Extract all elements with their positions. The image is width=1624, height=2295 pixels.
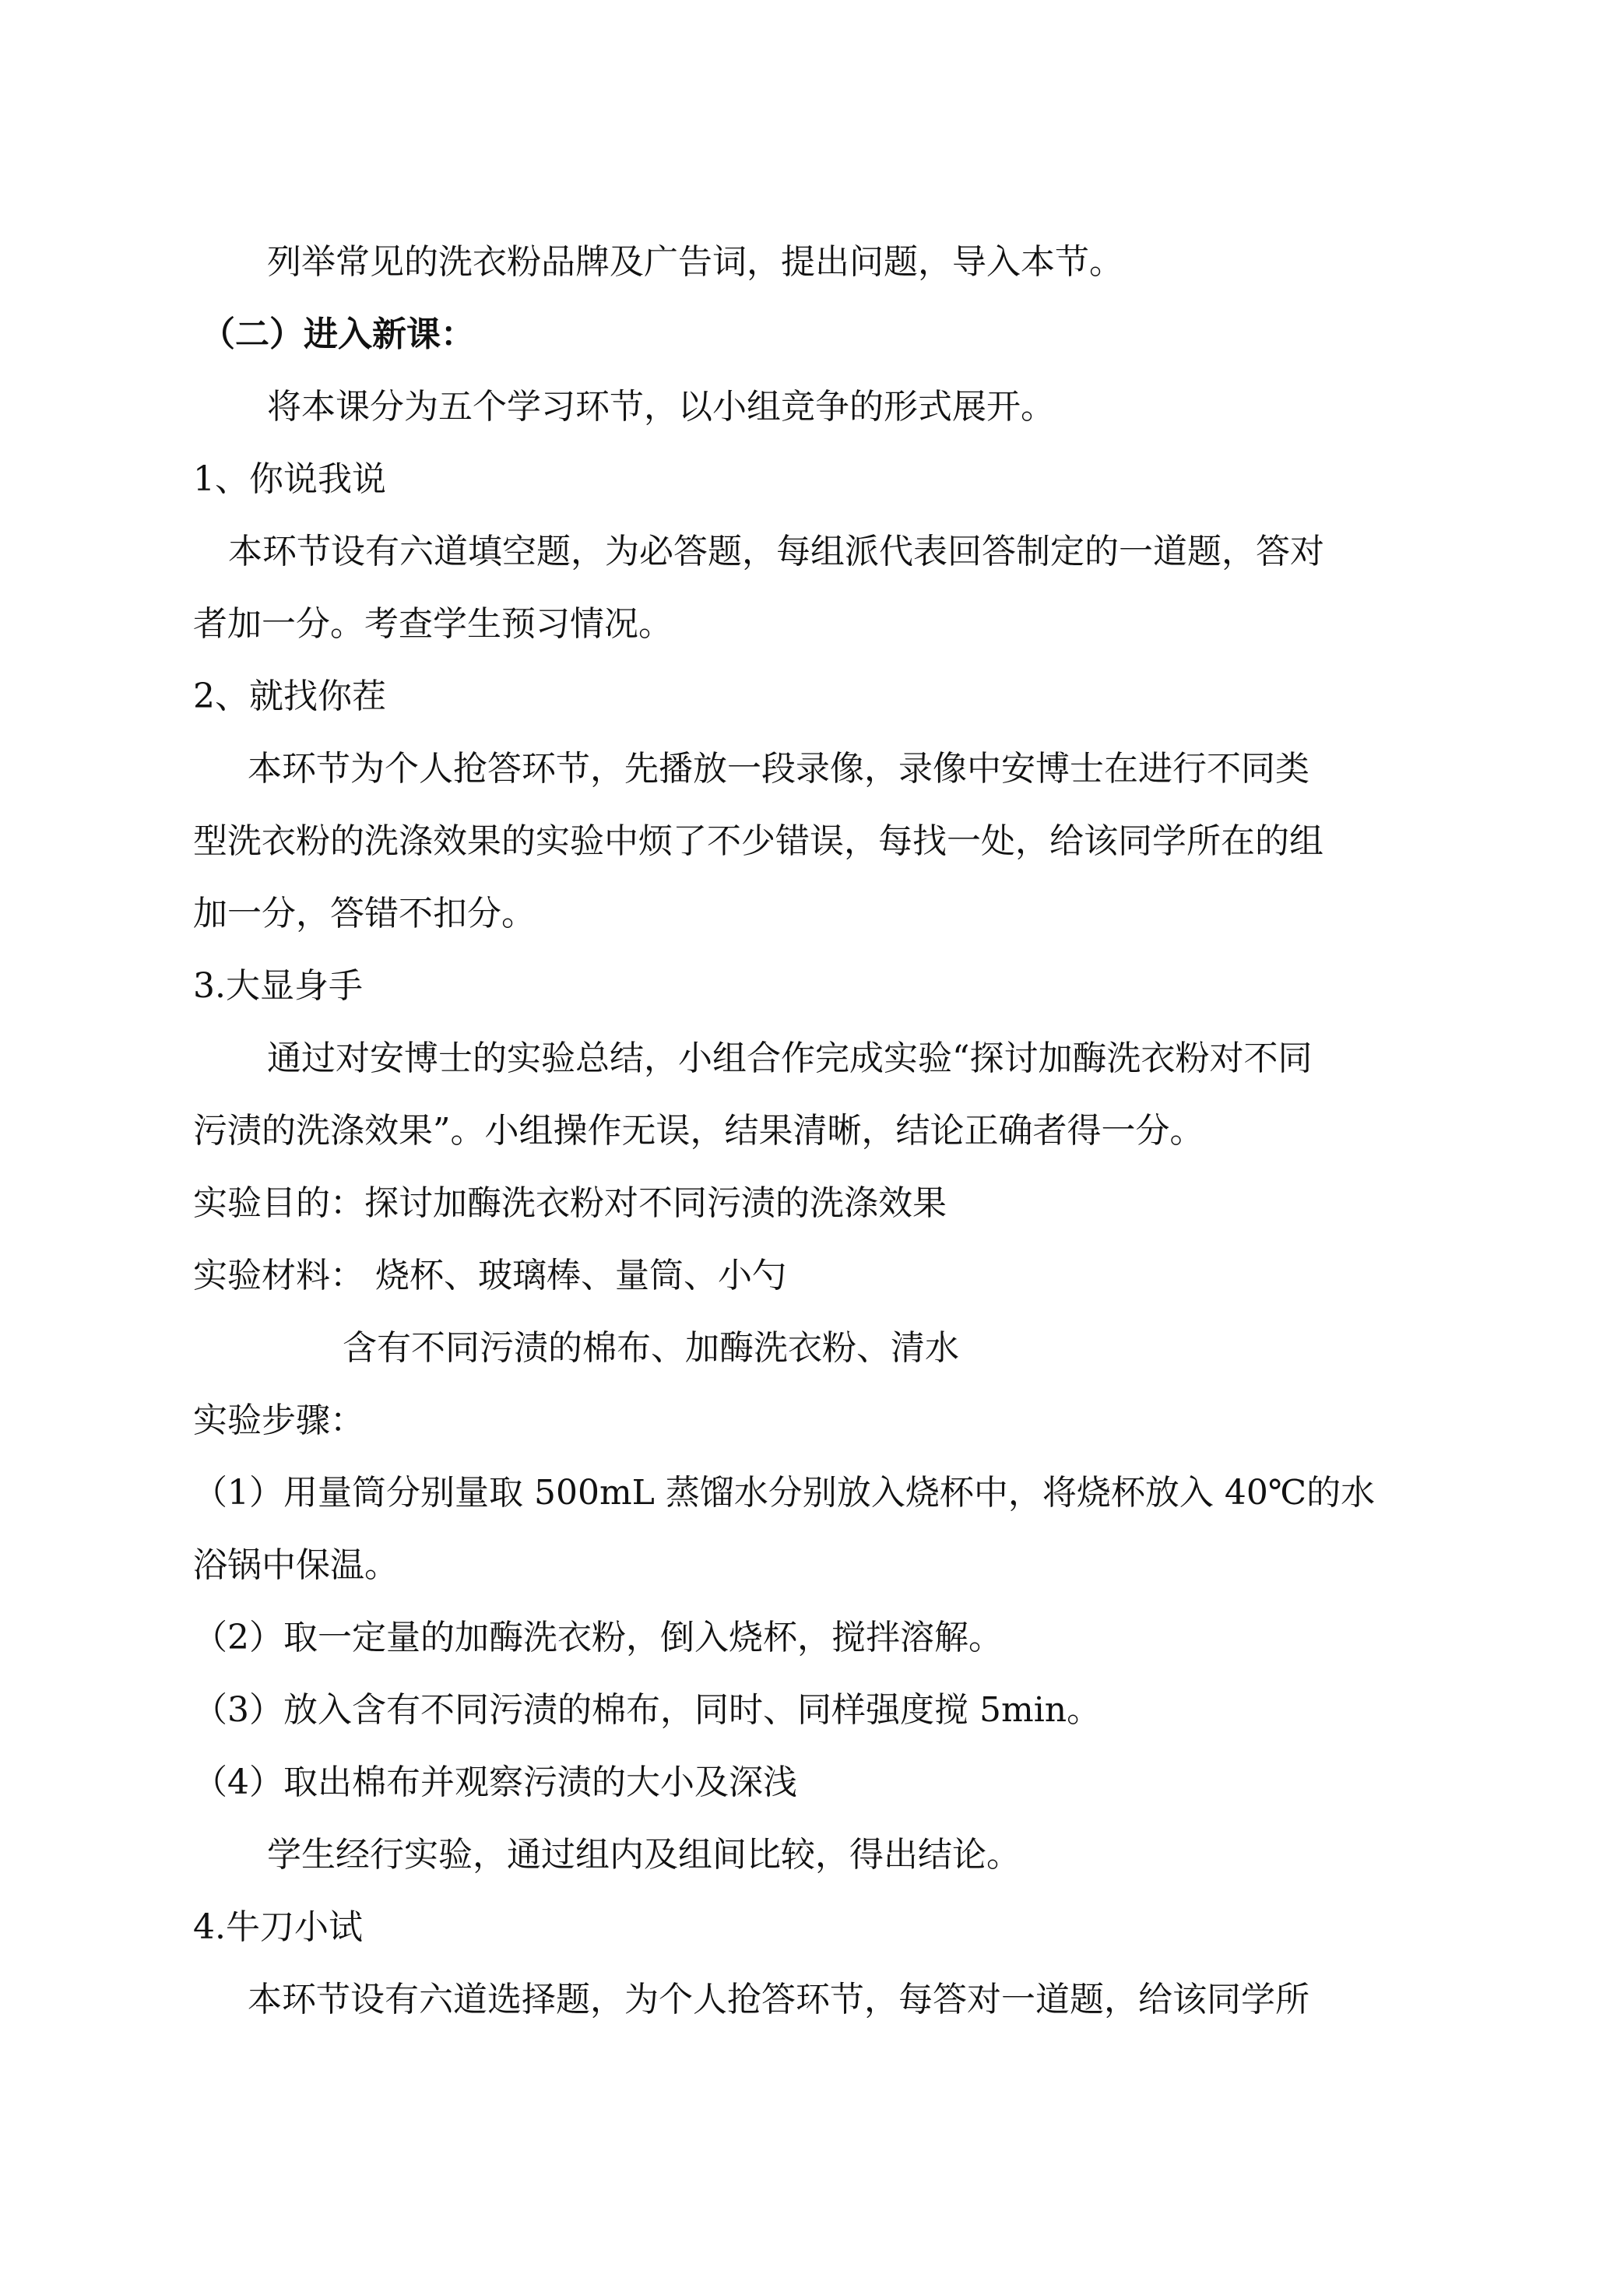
- intro-paragraph: 列举常见的洗衣粉品牌及广告词，提出问题，导入本节。: [267, 242, 1123, 282]
- subheading-4: 4.牛刀小试: [193, 1907, 363, 1947]
- step-2: （2）取一定量的加酶洗衣粉，倒入烧杯，搅拌溶解。: [193, 1618, 1003, 1657]
- subheading-1: 1、你说我说: [193, 459, 386, 499]
- lesson-overview-paragraph: 将本课分为五个学习环节，以小组竞争的形式展开。: [267, 387, 1055, 427]
- paragraph-2-line-3: 加一分，答错不扣分。: [193, 894, 536, 933]
- experiment-purpose: 实验目的：探讨加酶洗衣粉对不同污渍的洗涤效果: [193, 1183, 947, 1223]
- step-4: （4）取出棉布并观察污渍的大小及深浅: [193, 1763, 797, 1802]
- experiment-materials-line-2: 含有不同污渍的棉布、加酶洗衣粉、清水: [343, 1328, 959, 1368]
- subheading-2: 2、就找你茬: [193, 677, 386, 716]
- paragraph-3-line-1: 通过对安博士的实验总结，小组合作完成实验“探讨加酶洗衣粉对不同: [267, 1039, 1313, 1078]
- paragraph-1-line-1: 本环节设有六道填空题，为必答题，每组派代表回答制定的一道题，答对: [228, 532, 1324, 571]
- experiment-steps-label: 实验步骤：: [193, 1401, 364, 1440]
- subheading-3: 3.大显身手: [193, 966, 363, 1006]
- step-3: （3）放入含有不同污渍的棉布，同时、同样强度搅 5min。: [193, 1690, 1102, 1730]
- paragraph-2-line-2: 型洗衣粉的洗涤效果的实验中烦了不少错误，每找一处，给该同学所在的组: [193, 821, 1323, 861]
- step-1-line-1: （1）用量筒分别量取 500mL 蒸馏水分别放入烧杯中，将烧杯放入 40℃的水: [193, 1473, 1376, 1513]
- paragraph-1-line-2: 者加一分。考查学生预习情况。: [193, 604, 673, 644]
- step-1-line-2: 浴锅中保温。: [193, 1545, 399, 1585]
- paragraph-2-line-1: 本环节为个人抢答环节，先播放一段录像，录像中安博士在进行不同类: [248, 749, 1309, 789]
- paragraph-3-line-2: 污渍的洗涤效果”。小组操作无误，结果清晰，结论正确者得一分。: [193, 1111, 1204, 1151]
- experiment-conclusion: 学生经行实验，通过组内及组间比较，得出结论。: [267, 1835, 1021, 1875]
- experiment-materials-line-1: 实验材料： 烧杯、玻璃棒、量筒、小勺: [193, 1256, 786, 1295]
- paragraph-4-line-1: 本环节设有六道选择题，为个人抢答环节，每答对一道题，给该同学所: [248, 1980, 1309, 2019]
- section-heading-new-lesson: （二）进入新课：: [201, 315, 475, 354]
